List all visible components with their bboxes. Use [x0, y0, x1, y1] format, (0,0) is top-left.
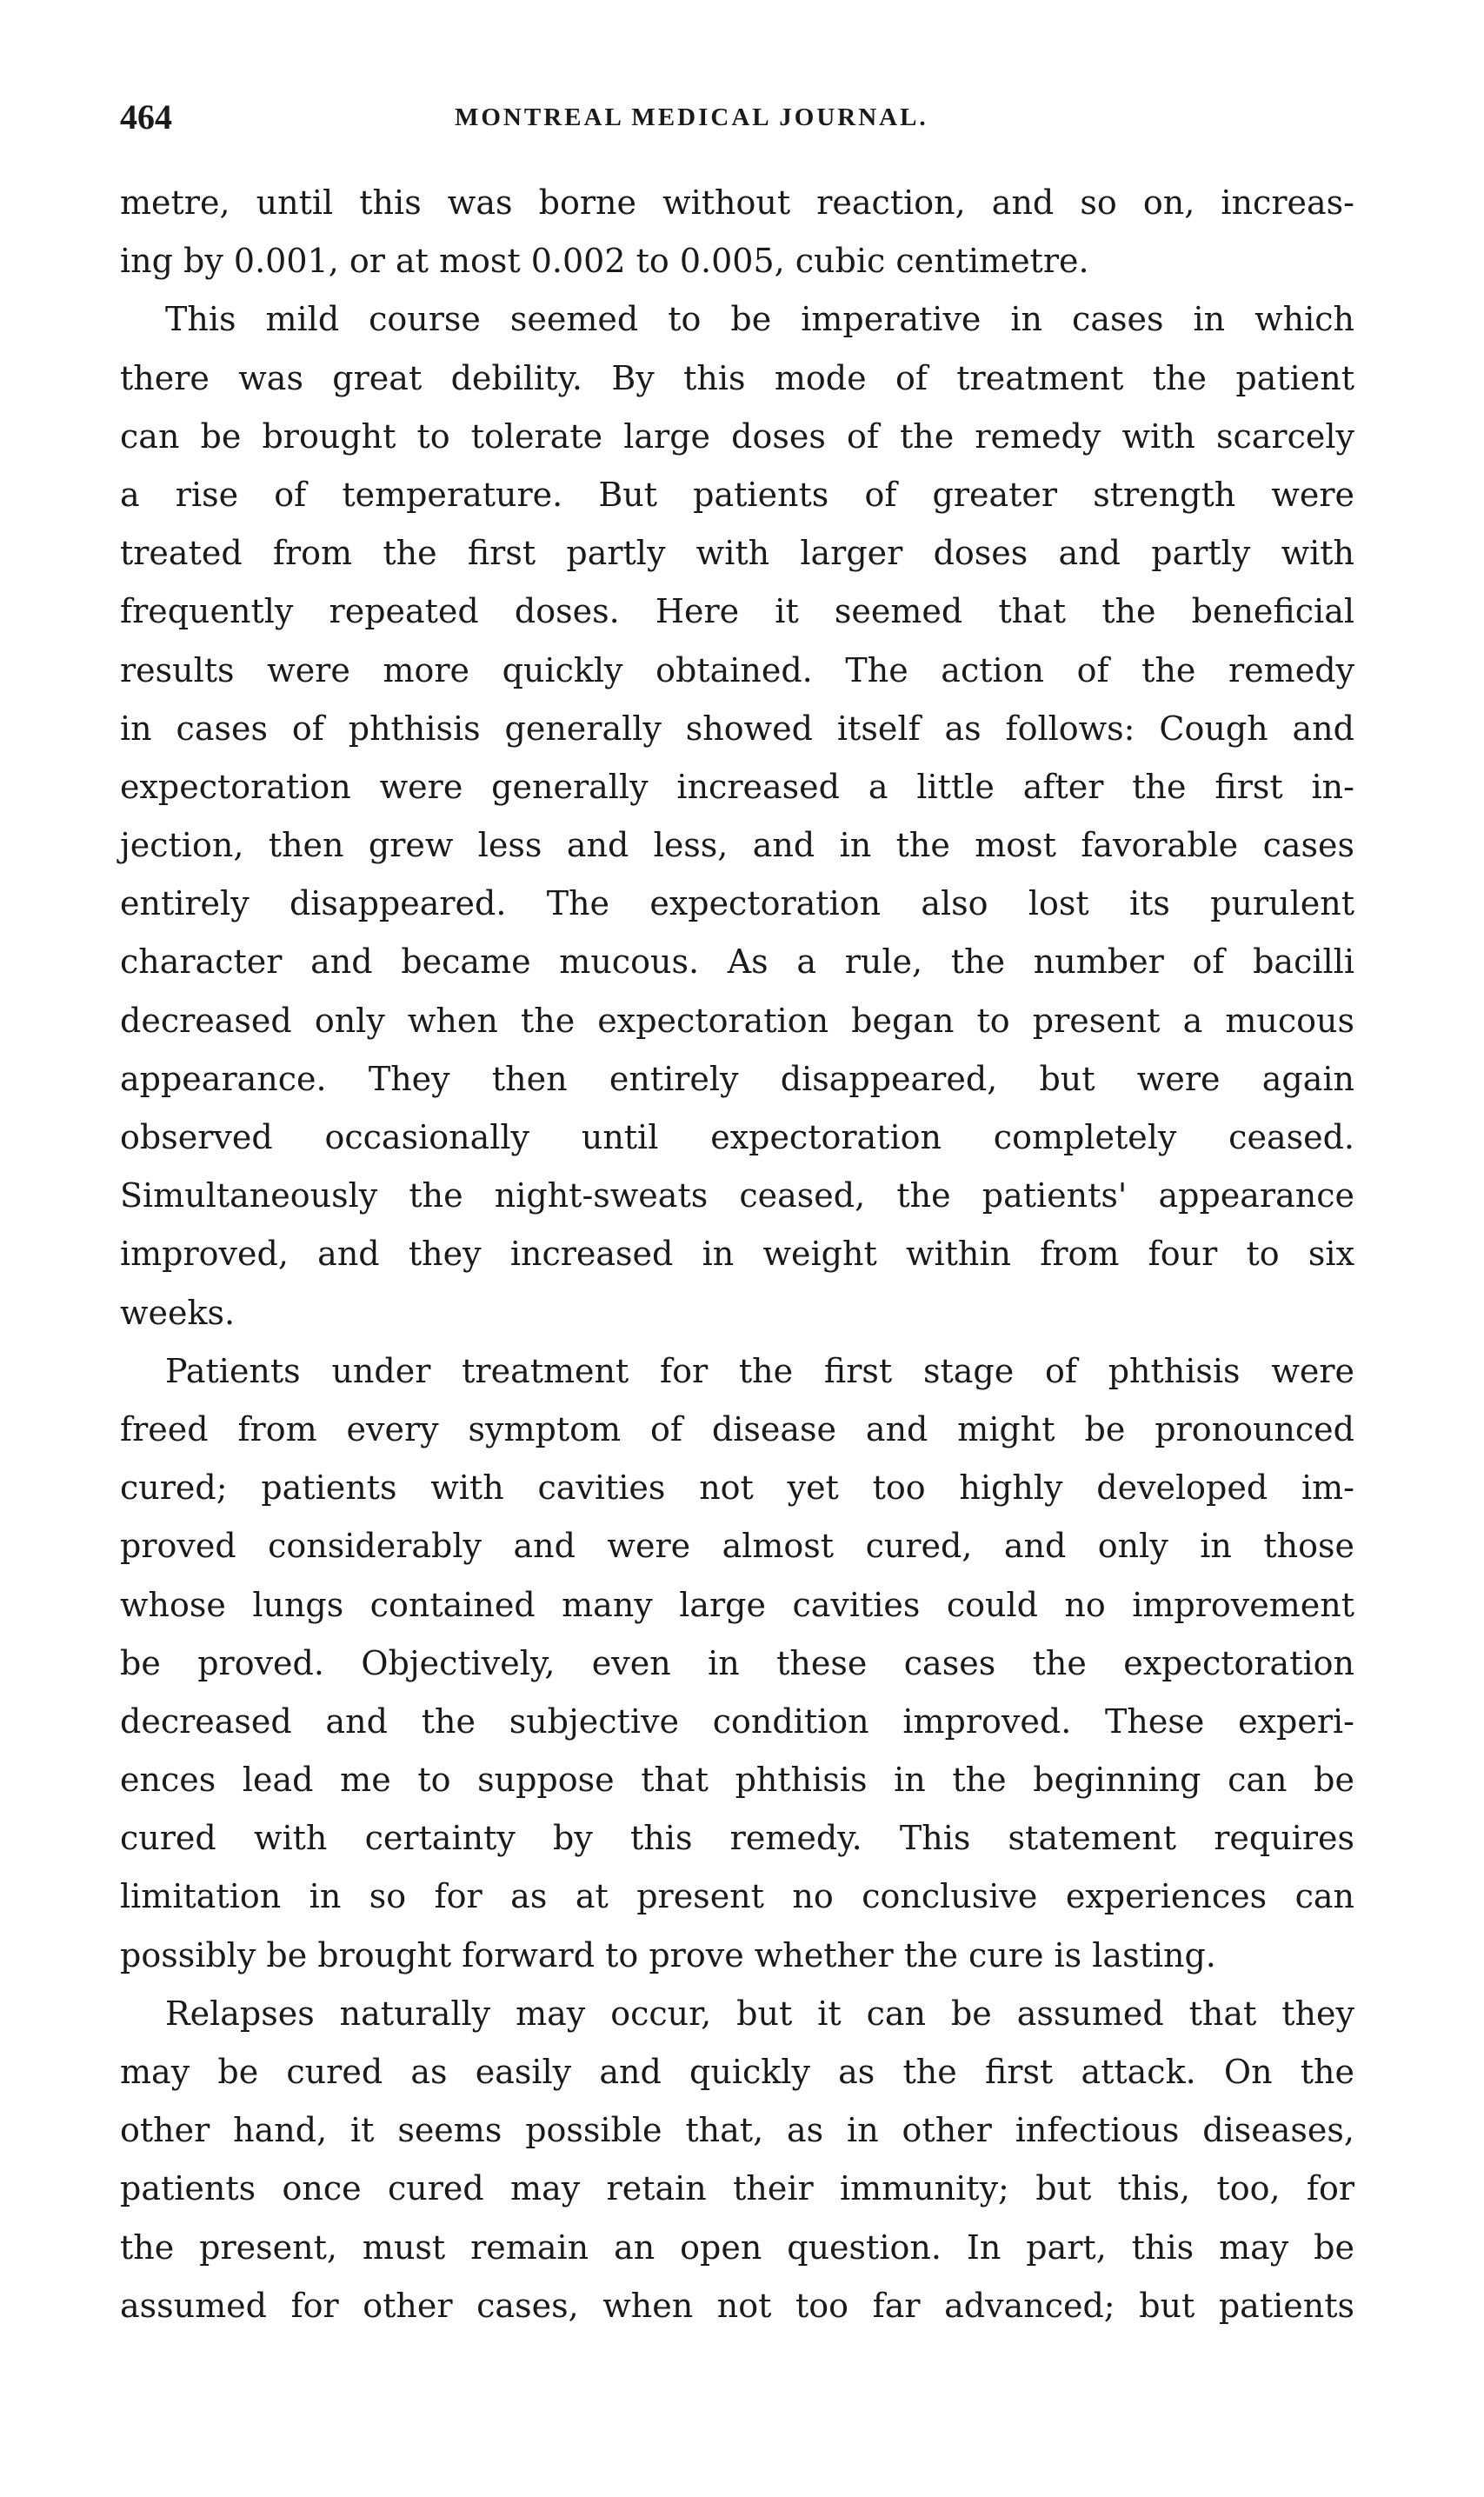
text-line: possibly be brought forward to prove whether the cure is lasting.: [120, 1935, 1216, 1974]
text-line: proved considerably and were almost cured, and only in those: [120, 1527, 1354, 1566]
text-line: Relapses naturally may occur, but it can be assumed that they: [165, 1994, 1354, 2033]
text-line: expectoration were generally increased a little after the first in-: [120, 767, 1354, 806]
text-line: cured; patients with cavities not yet too highly developed im-: [120, 1468, 1354, 1508]
journal-title: MONTREAL MEDICAL JOURNAL.: [455, 103, 928, 131]
text-line: a rise of temperature. But patients of greater strength were: [120, 475, 1354, 514]
text-line: decreased and the subjective condition improved. These experi-: [120, 1701, 1354, 1741]
text-line: ences lead me to suppose that phthisis in the beginning can be: [120, 1761, 1354, 1800]
text-line: results were more quickly obtained. The action of the remedy: [120, 650, 1354, 689]
text-line: decreased only when the expectoration began to present a mucous: [120, 1001, 1354, 1040]
text-line: assumed for other cases, when not too far advanced; but patients: [120, 2286, 1354, 2325]
text-line: freed from every symptom of disease and might be pronounced: [120, 1409, 1354, 1448]
text-line: treated from the first partly with larger doses and partly with: [120, 534, 1354, 573]
text-line: be proved. Objectively, even in these cases the expectoration: [120, 1643, 1354, 1682]
body-text: [120, 174, 1354, 2335]
text-line: the present, must remain an open question. In part, this may be: [120, 2227, 1354, 2267]
text-line: other hand, it seems possible that, as in other infectious diseases,: [120, 2111, 1354, 2150]
text-line: appearance. They then entirely disappeared, but were again: [120, 1059, 1354, 1098]
text-line: Patients under treatment for the first stage of phthisis were: [165, 1351, 1354, 1390]
text-line: limitation in so for as at present no conclusive experiences can: [120, 1877, 1354, 1916]
text-line: can be brought to tolerate large doses of the remedy with scarcely: [120, 416, 1354, 456]
text-line: character and became mucous. As a rule, the number of bacilli: [120, 942, 1354, 982]
text-line: Simultaneously the night-sweats ceased, the patients' appearance: [120, 1176, 1354, 1215]
text-line: there was great debility. By this mode of treatment the patient: [120, 358, 1354, 397]
text-line: weeks.: [120, 1293, 236, 1332]
text-line: metre, until this was borne without reaction, and so on, increas-: [120, 183, 1354, 222]
page-number: 464: [120, 97, 172, 137]
text-line: in cases of phthisis generally showed itself as follows: Cough and: [120, 709, 1354, 748]
text-line: patients once cured may retain their immunity; but this, too, for: [120, 2169, 1354, 2208]
text-line: jection, then grew less and less, and in the most favorable cases: [120, 826, 1354, 865]
text-line: may be cured as easily and quickly as the first attack. On the: [120, 2053, 1354, 2091]
text-line: This mild course seemed to be imperative in cases in which: [165, 300, 1354, 339]
text-line: cured with certainty by this remedy. This statement requires: [120, 1819, 1354, 1858]
running-head: [120, 87, 1354, 148]
text-line: observed occasionally until expectoration completely ceased.: [120, 1118, 1354, 1156]
text-line: entirely disappeared. The expectoration also lost its purulent: [120, 884, 1354, 923]
text-line: ing by 0.001, or at most 0.002 to 0.005, cubic centimetre.: [120, 242, 1089, 281]
text-line: whose lungs contained many large cavities could no improvement: [120, 1585, 1354, 1624]
text-line: improved, and they increased in weight within from four to six: [120, 1235, 1354, 1274]
text-line: frequently repeated doses. Here it seemed that the beneficial: [120, 592, 1354, 631]
